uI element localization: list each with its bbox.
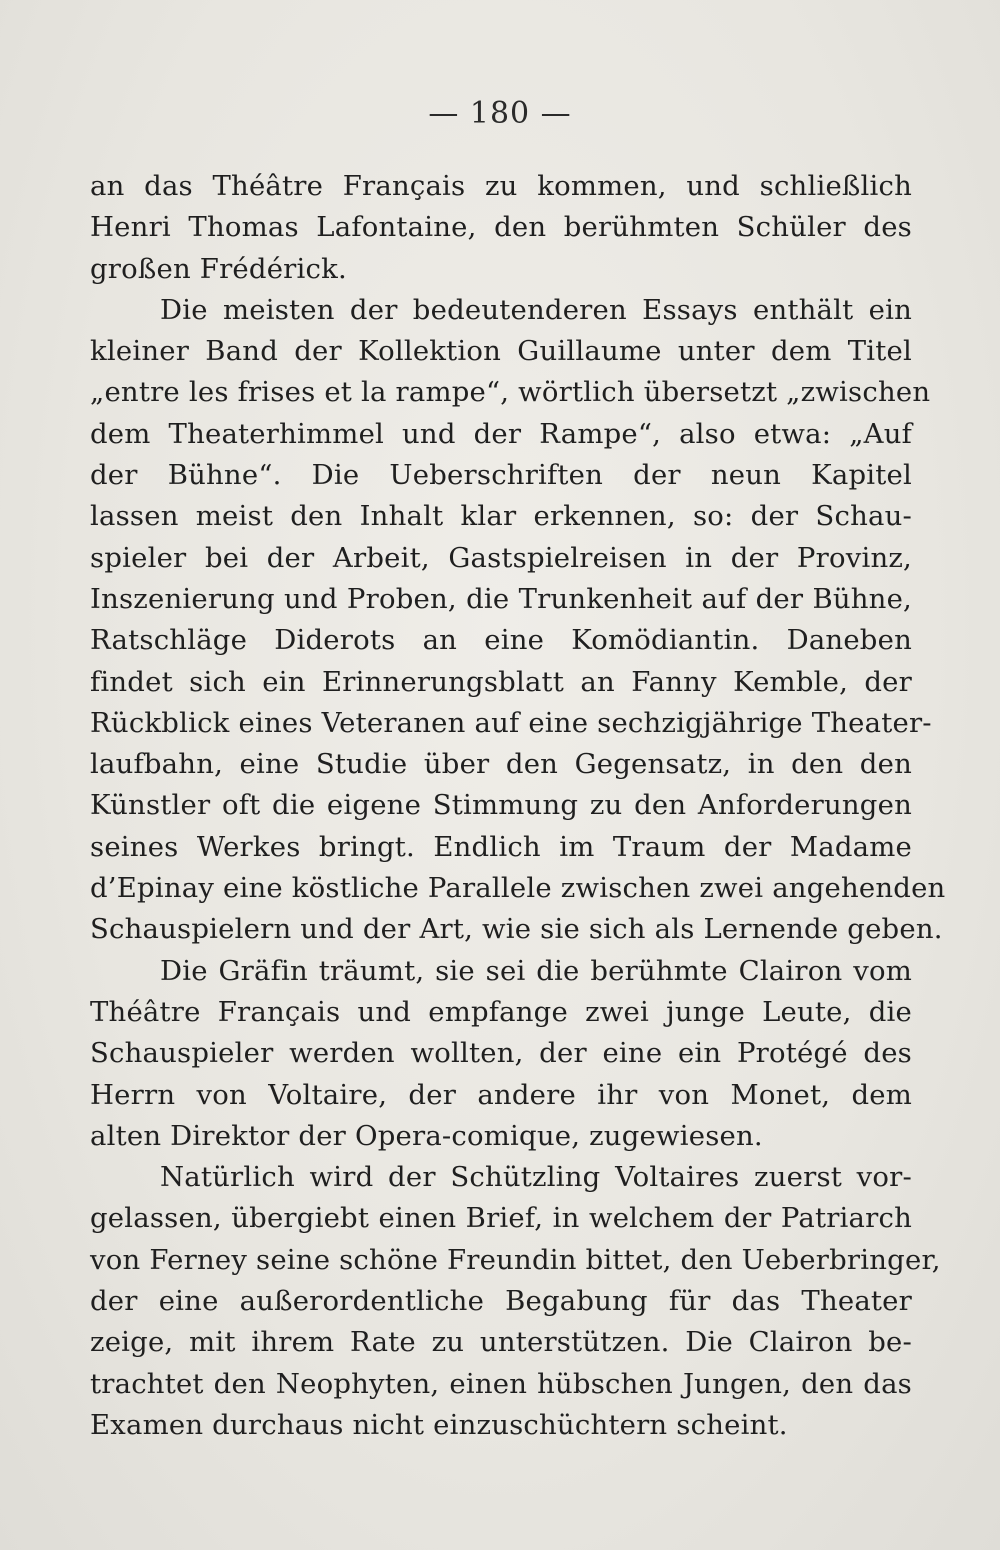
text-line: Ratschläge Diderots an eine Komödiantin. Daneben bbox=[90, 624, 912, 657]
text-line: Examen durchaus nicht einzuschüchtern scheint. bbox=[90, 1408, 788, 1441]
text-line: Herrn von Voltaire, der andere ihr von Monet, dem bbox=[90, 1078, 912, 1111]
text-line: kleiner Band der Kollektion Guillaume unter dem Titel bbox=[90, 335, 912, 368]
page-number: — 180 — bbox=[428, 96, 572, 131]
text-line: von Ferney seine schöne Freundin bittet, den Ueberbringer, bbox=[90, 1243, 941, 1276]
paragraph-start-line: Natürlich wird der Schützling Voltaires zuerst vor- bbox=[160, 1161, 912, 1194]
text-line: zeige, mit ihrem Rate zu unterstützen. Die Clairon be- bbox=[90, 1326, 912, 1359]
text-line: seines Werkes bringt. Endlich im Traum der Madame bbox=[90, 830, 912, 863]
paragraph-start-line: Die meisten der bedeutenderen Essays enthält ein bbox=[160, 293, 912, 326]
text-line: spieler bei der Arbeit, Gastspielreisen in der Provinz, bbox=[90, 541, 912, 574]
text-line: trachtet den Neophyten, einen hübschen Jungen, den das bbox=[90, 1367, 912, 1400]
text-line: Inszenierung und Proben, die Trunkenheit auf der Bühne, bbox=[90, 582, 912, 615]
body-text bbox=[90, 166, 946, 1446]
text-line: lassen meist den Inhalt klar erkennen, so: der Schau- bbox=[90, 500, 912, 533]
paragraph-start-line: Die Gräfin träumt, sie sei die berühmte Clairon vom bbox=[160, 954, 912, 987]
text-line: der eine außerordentliche Begabung für das Theater bbox=[90, 1285, 912, 1318]
text-line: Rückblick eines Veteranen auf eine sechzigjährige Theater- bbox=[90, 706, 932, 739]
text-line: dem Theaterhimmel und der Rampe“, also etwa: „Auf bbox=[90, 417, 912, 450]
text-line: alten Direktor der Opera-comique, zugewiesen. bbox=[90, 1119, 763, 1152]
text-line: Henri Thomas Lafontaine, den berühmten Schüler des bbox=[90, 211, 912, 244]
text-line: Théâtre Français und empfange zwei junge Leute, die bbox=[90, 995, 912, 1028]
text-line: „entre les frises et la rampe“, wörtlich übersetzt „zwischen bbox=[90, 376, 931, 409]
text-line: findet sich ein Erinnerungsblatt an Fanny Kemble, der bbox=[90, 665, 912, 698]
text-line: großen Frédérick. bbox=[90, 252, 347, 285]
text-line: Schauspielern und der Art, wie sie sich als Lernende geben. bbox=[90, 913, 943, 946]
text-line: gelassen, übergiebt einen Brief, in welchem der Patriarch bbox=[90, 1202, 912, 1235]
text-line: an das Théâtre Français zu kommen, und schließlich bbox=[90, 170, 912, 202]
text-line: d’Epinay eine köstliche Parallele zwischen zwei angehenden bbox=[90, 872, 946, 905]
text-line: Schauspieler werden wollten, der eine ein Protégé des bbox=[90, 1037, 912, 1070]
text-line: der Bühne“. Die Ueberschriften der neun Kapitel bbox=[90, 459, 912, 492]
text-line: laufbahn, eine Studie über den Gegensatz, in den den bbox=[90, 748, 912, 781]
text-line: Künstler oft die eigene Stimmung zu den Anforderungen bbox=[90, 789, 912, 822]
